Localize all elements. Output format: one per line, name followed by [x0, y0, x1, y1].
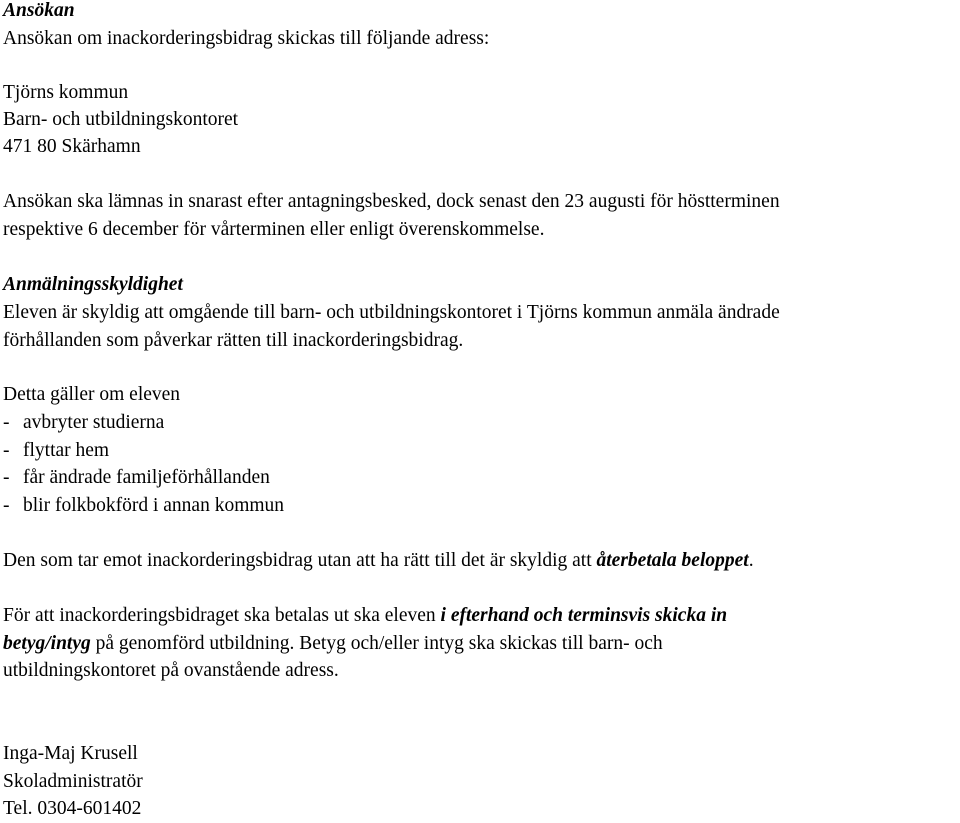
- notification-text-line-2: förhållanden som påverkar rätten till inackorderingsbidrag.: [3, 330, 464, 351]
- grades-emphasis: i efterhand och terminsvis skicka in: [440, 605, 728, 626]
- repayment-text: Den som tar emot inackorderingsbidrag utan att ha rätt till det är skyldig att: [3, 550, 597, 571]
- notification-text-line-1: Eleven är skyldig att omgående till barn- och utbildningskontoret i Tjörns kommun anmäla ändrade: [3, 302, 780, 323]
- list-bullet: -: [3, 440, 10, 461]
- address-line-office: Barn- och utbildningskontoret: [3, 109, 239, 130]
- list-item: [3, 464, 270, 492]
- notification-heading: Anmälningsskyldighet: [3, 274, 183, 295]
- signature-title: Skoladministratör: [3, 771, 143, 792]
- list-item: [3, 437, 109, 465]
- application-intro: Ansökan om inackorderingsbidrag skickas till följande adress:: [3, 28, 490, 49]
- grades-text-continued: på genomförd utbildning. Betyg och/eller intyg ska skickas till barn- och: [90, 633, 663, 654]
- grades-text: För att inackorderingsbidraget ska betalas ut ska eleven: [3, 605, 441, 626]
- grades-paragraph-line-3: utbildningskontoret på ovanstående adress.: [3, 660, 339, 681]
- list-bullet: -: [3, 467, 10, 488]
- signature-name: Inga-Maj Krusell: [3, 743, 138, 764]
- list-item: [3, 409, 164, 437]
- list-bullet: -: [3, 495, 10, 516]
- repayment-emphasis: återbetala beloppet: [596, 550, 749, 571]
- grades-paragraph-line-1: [3, 602, 727, 630]
- application-heading: Ansökan: [3, 0, 75, 21]
- list-item: [3, 492, 284, 520]
- grades-emphasis-certificates: betyg/intyg: [3, 633, 91, 654]
- repayment-paragraph: [3, 547, 754, 575]
- conditions-intro: Detta gäller om eleven: [3, 384, 181, 405]
- list-item-text: flyttar hem: [23, 440, 110, 461]
- list-item-text: får ändrade familjeförhållanden: [23, 467, 270, 488]
- list-item-text: blir folkbokförd i annan kommun: [23, 495, 285, 516]
- grades-paragraph-line-2: [3, 630, 663, 658]
- deadline-text-line-2: respektive 6 december för vårterminen eller enligt överenskommelse.: [3, 219, 545, 240]
- list-item-text: avbryter studierna: [23, 412, 165, 433]
- address-line-postal: 471 80 Skärhamn: [3, 136, 141, 157]
- address-line-municipality: Tjörns kommun: [3, 82, 129, 103]
- repayment-end: .: [748, 550, 754, 571]
- signature-phone: Tel. 0304-601402: [3, 798, 142, 819]
- list-bullet: -: [3, 412, 10, 433]
- deadline-text-line-1: Ansökan ska lämnas in snarast efter antagningsbesked, dock senast den 23 augusti för höstterminen: [3, 191, 780, 212]
